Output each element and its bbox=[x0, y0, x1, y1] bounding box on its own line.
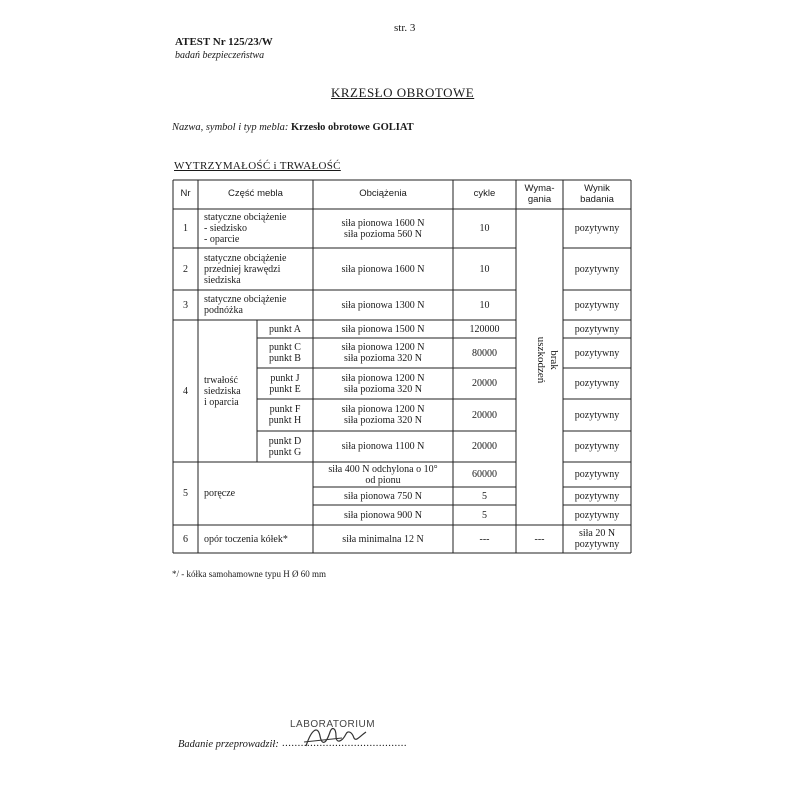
signature-dots: ........................................ bbox=[282, 738, 407, 749]
cycles-cell: 60000 bbox=[472, 469, 497, 480]
load-cell: siła pionowa 1300 N bbox=[341, 299, 425, 311]
row-number: 6 bbox=[183, 533, 188, 545]
cycles-cell: 10 bbox=[479, 223, 490, 234]
furniture-part: trwałość siedziska i oparcia bbox=[204, 374, 241, 408]
load-cell: siła pionowa 1200 N siła pozioma 320 N bbox=[341, 342, 425, 364]
furniture-part: poręcze bbox=[204, 488, 236, 499]
requirement-merged-cell bbox=[527, 230, 567, 490]
result-cell: pozytywny bbox=[574, 509, 620, 521]
header-cycles: cykle bbox=[473, 188, 496, 200]
result-cell: pozytywny bbox=[574, 441, 620, 452]
result-cell: pozytywny bbox=[574, 263, 620, 275]
handwritten-signature bbox=[302, 722, 372, 752]
result-cell: pozytywny bbox=[574, 409, 620, 421]
requirement-cell: --- bbox=[534, 533, 545, 545]
load-cell: siła pionowa 1100 N bbox=[341, 441, 425, 452]
laboratory-stamp: LABORATORIUM bbox=[290, 719, 376, 730]
result-cell: pozytywny bbox=[574, 490, 620, 502]
test-point: punkt D punkt G bbox=[268, 435, 302, 458]
load-cell: siła pionowa 1200 N siła pozioma 320 N bbox=[341, 404, 425, 426]
cycles-cell: 5 bbox=[482, 490, 487, 502]
row-number: 2 bbox=[183, 263, 188, 275]
row-number: 3 bbox=[183, 299, 188, 311]
header-load: Obciążenia bbox=[359, 188, 407, 200]
cycles-cell: 80000 bbox=[472, 347, 497, 359]
furniture-part: statyczne obciążenie - siedzisko - oparcie bbox=[204, 212, 287, 245]
cycles-cell: 20000 bbox=[472, 441, 497, 452]
result-cell: pozytywny bbox=[574, 299, 620, 311]
test-point: punkt J punkt E bbox=[269, 372, 301, 395]
result-cell: pozytywny bbox=[574, 469, 620, 480]
load-cell: siła 400 N odchylona o 10° od pionu bbox=[328, 463, 438, 486]
load-cell: siła pionowa 1600 N siła pozioma 560 N bbox=[341, 217, 425, 240]
section-title: WYTRZYMAŁOŚĆ i TRWAŁOŚĆ bbox=[174, 160, 341, 172]
test-point: punkt F punkt H bbox=[268, 404, 302, 426]
furniture-part: statyczne obciążenie podnóżka bbox=[204, 294, 287, 316]
result-cell: pozytywny bbox=[574, 378, 620, 389]
result-cell: pozytywny bbox=[574, 323, 620, 335]
signature-label: Badanie przeprowadził: bbox=[178, 739, 279, 750]
cycles-cell: 120000 bbox=[469, 323, 500, 335]
cycles-cell: 5 bbox=[482, 509, 487, 521]
test-point: punkt A bbox=[269, 323, 301, 335]
certificate-number: ATEST Nr 125/23/W bbox=[175, 36, 273, 48]
header-result: Wynik badania bbox=[580, 183, 614, 205]
product-label: Nazwa, symbol i typ mebla: bbox=[172, 122, 289, 133]
cycles-cell: 10 bbox=[479, 263, 490, 275]
row-number: 4 bbox=[183, 385, 188, 397]
certificate-subtitle: badań bezpieczeństwa bbox=[175, 50, 265, 61]
product-name: Krzesło obrotowe GOLIAT bbox=[291, 122, 414, 133]
furniture-part: opór toczenia kółek* bbox=[204, 533, 288, 545]
load-cell: siła pionowa 1500 N bbox=[341, 323, 425, 335]
load-cell: siła pionowa 1600 N bbox=[341, 263, 425, 275]
result-cell: siła 20 N pozytywny bbox=[574, 528, 620, 550]
cycles-cell: --- bbox=[479, 533, 490, 545]
header-part: Część mebla bbox=[228, 188, 283, 200]
footnote: */ - kółka samohamowne typu H Ø 60 mm bbox=[172, 569, 326, 579]
cycles-cell: 20000 bbox=[472, 378, 497, 389]
result-cell: pozytywny bbox=[574, 347, 620, 359]
load-cell: siła pionowa 900 N bbox=[343, 509, 423, 521]
header-requirements: Wyma- gania bbox=[524, 183, 555, 205]
document-title: KRZESŁO OBROTOWE bbox=[331, 85, 475, 100]
cycles-cell: 10 bbox=[479, 299, 490, 311]
cycles-cell: 20000 bbox=[472, 409, 497, 421]
test-point: punkt C punkt B bbox=[269, 342, 301, 364]
header-nr: Nr bbox=[180, 188, 191, 200]
load-cell: siła pionowa 750 N bbox=[343, 490, 423, 502]
product-line bbox=[172, 122, 414, 133]
load-cell: siła pionowa 1200 N siła pozioma 320 N bbox=[341, 372, 425, 395]
furniture-part: statyczne obciążenie przedniej krawędzi siedziska bbox=[204, 252, 287, 286]
page-number: str. 3 bbox=[394, 22, 416, 34]
load-cell: siła minimalna 12 N bbox=[342, 533, 424, 545]
result-cell: pozytywny bbox=[574, 223, 620, 234]
row-number: 5 bbox=[183, 488, 188, 499]
requirement-text: brak uszkodzeń bbox=[535, 336, 560, 384]
row-number: 1 bbox=[183, 223, 188, 234]
